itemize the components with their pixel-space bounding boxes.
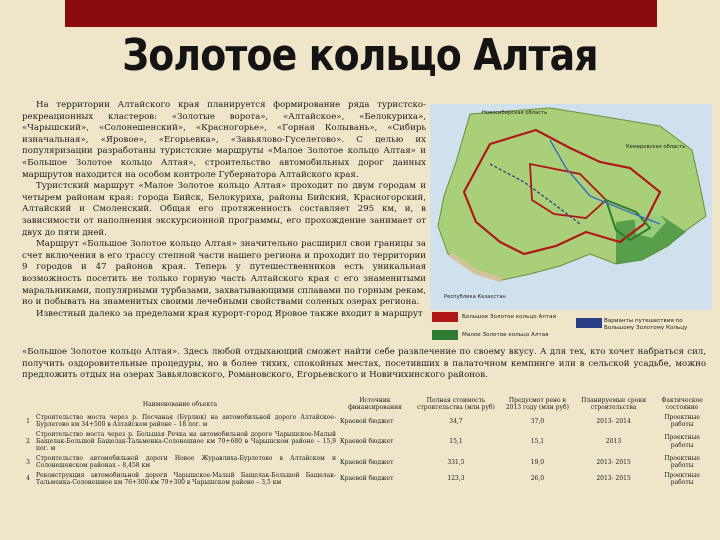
intro-text: [22, 100, 426, 320]
construction-term: 2013- 2015: [596, 458, 631, 466]
table-row: [22, 430, 712, 454]
object-name: Строительство моста через р. Большая Речка на автомобильной дороге Чарышское-Малый Бащелак-Большой Бащелак-Тальменка-Солонешное км 70+680 в Чарышском районе – 15,9 пог. м: [36, 430, 336, 453]
row-number: 3: [26, 458, 30, 466]
full-cost: 123,3: [447, 475, 465, 483]
map-label-right: Кемеровская область: [626, 144, 686, 150]
planned-2013: 37,0: [530, 417, 545, 425]
column-header: Предусмот рено в 2013 году (млн руб): [505, 397, 569, 412]
funding-source: Краевой бюджет: [340, 475, 394, 483]
column-header: Полная стоимость строительства (млн руб): [417, 397, 495, 412]
legend-swatch-big: [432, 312, 458, 322]
paragraph: Маршрут «Большое Золотое кольцо Алтая» значительно расширил свои границы за счет включения в его трассу степной части нашего региона и проходит по территории 9 городов и 47 районов края. Теперь у путешественников есть уникальная возможность посетить не только горную часть Алтайского края с его знаменитыми маральниками, популярными турбазами, захватывающими сплавами по горным рекам, но и побывать на знаменитых своими лечебными свойствами соленых озерах региона.: [22, 239, 426, 308]
actual-state: Проектные работы: [664, 454, 700, 470]
paragraph: Известный далеко за пределами края курорт-город Яровое также входит в маршрут: [36, 308, 423, 319]
paragraph-continued: «Большое Золотое кольцо Алтая». Здесь любой отдыхающий сможет найти себе развлечение по своему вкусу. А для тех, кто хочет набраться сил, получить оздоровительные процедуры, но в более тихих, спокойных местах, посетивших в палаточном кемпинге или в сельской усадьбе, можно предложить отдых на озерах Завьяловского, Романовского, Егорьевского и Новичихинского районов.: [22, 347, 706, 381]
funding-source: Краевой бюджет: [340, 458, 394, 466]
full-cost: 331,5: [447, 458, 465, 466]
row-number: 2: [26, 438, 30, 446]
row-number: 1: [26, 417, 30, 425]
legend-swatch-variant: [576, 318, 602, 328]
funding-source: Краевой бюджет: [340, 417, 394, 425]
map-label-top: Новосибирская область: [482, 110, 548, 116]
construction-term: 2013: [605, 438, 622, 446]
row-number: 4: [26, 475, 30, 483]
legend-swatch-small: [432, 330, 458, 340]
funding-source: Краевой бюджет: [340, 438, 394, 446]
construction-term: 2013- 2015: [596, 475, 631, 483]
column-header: Наименование объекта: [142, 400, 218, 408]
table-header-row: [22, 396, 712, 413]
table-row: [22, 454, 712, 471]
table-row: [22, 413, 712, 430]
table-row: [22, 471, 712, 488]
legend-label-small: Малое Золотое кольцо Алтая: [462, 332, 549, 338]
object-name: Строительство автомобильной дороги Новое Журавлиха-Бурлетово в Алтайском и Солонешенском районах – 8,458 км: [36, 454, 336, 470]
object-name: Строительство моста через р. Песчаная (Бурлюк) на автомобильной дороге Алтайское-Бурлетово км 34+500 в Алтайском районе – 18 пог. м: [36, 413, 336, 429]
map-graphic: [430, 104, 712, 310]
page-title: Золотое кольцо Алтая: [122, 30, 598, 81]
construction-term: 2013- 2014: [596, 417, 631, 425]
map-label-bottom-left: Республика Казахстан: [444, 294, 506, 300]
full-cost: 34,7: [449, 417, 463, 425]
legend-label-big: Большое Золотое кольцо Алтая: [462, 314, 556, 320]
planned-2013: 26,0: [530, 475, 545, 483]
roads-table: [22, 396, 712, 487]
column-header: Фактическое состояние: [661, 397, 703, 412]
full-cost: 15,1: [449, 438, 463, 446]
header-bar: [65, 0, 657, 27]
column-header: Планируемые сроки строительства: [581, 397, 647, 412]
planned-2013: 15,1: [530, 438, 545, 446]
object-name: Реконструкция автомобильной дороги Чарышское-Малый Бащелак-Большой Бащелак-Тальменка-Солонешное км 76+300-км 79+300 в Чарышском районе – 3,5 км: [36, 471, 336, 487]
paragraph: Туристский маршрут «Малое Золотое кольцо Алтая» проходит по двум городам и четырем районам края: города Бийск, Белокуриха, районы Бийский, Красногорский, Алтайский и Смоленский. Общая его протяженность составляет 295 км, и, в зависимости от наполнения экскурсионной программы, его прохождение занимает от двух до пяти дней.: [22, 181, 426, 238]
planned-2013: 19,0: [530, 458, 545, 466]
region-map: [430, 104, 712, 310]
legend-label-variant: Варианты путешествия по Большому Золотому Кольцу: [604, 318, 688, 331]
paragraph: На территории Алтайского края планируется формирование ряда туристско-рекреационных кластеров: «Золотые ворота», «Алтайское», «Белокуриха», «Чарышский», «Солонешенский», «Красногорье», «Горная Колывань», «Сибирь изначальная», «Яровое», «Егорьевка», «Завьялово-Гуселетово». С целью их популяризации разработаны туристские маршруты «Малое Золотое кольцо Алтая» и «Большое Золотое кольцо Алтая», строительство автомобильных дорог данных маршрутов находится на особом контроле Губернатора Алтайского края.: [22, 100, 426, 180]
actual-state: Проектные работы: [664, 413, 700, 429]
actual-state: Проектные работы: [664, 434, 700, 449]
actual-state: Проектные работы: [664, 471, 700, 487]
column-header: Источник финансирования: [348, 397, 402, 412]
